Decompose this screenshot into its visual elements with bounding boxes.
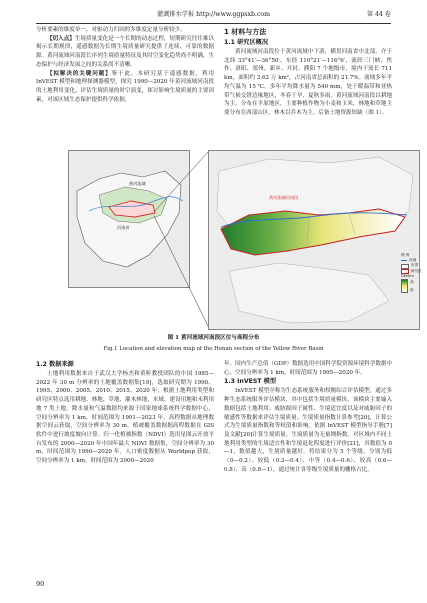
header-rule: [36, 23, 391, 24]
section-heading: 1 材料与方法: [224, 28, 267, 36]
study-area-label: 黄河流域河南段: [269, 195, 299, 200]
paragraph-text: 鉴于此，本研究基于遥感数据，利用 InVEST 模型和地理探测器模型，探究 1990—2020 年黄河流域河南段的土地利用变化，评估生境质量的时空演变，探讨影响生境质量的主要因素，对该区域生态保护提供科学依据。: [36, 70, 214, 103]
subsection-heading: 1.2 数据来源: [36, 361, 74, 368]
map-legend: [401, 253, 427, 293]
dem-color-ramp: [401, 279, 408, 293]
paragraph: [36, 70, 214, 105]
legend-item-boundary: 市界: [401, 263, 427, 268]
right-column-top: [224, 26, 392, 150]
legend-dem-label: DEM/m: [401, 273, 414, 278]
paragraph: 年。国内生产总值（GDP）数据选用中国科学院资源环境科学数据中心，空间分辨率为 1 km，时间范围为 1995—2020 年。: [224, 361, 392, 376]
running-header: [36, 9, 391, 21]
elevation-map-graphic: [209, 151, 419, 329]
dem-low-label: 低: [410, 288, 414, 293]
legend-title: 图 例: [401, 253, 410, 257]
river-swatch: [401, 260, 407, 261]
figure-caption-en: Fig.1 Location and elevation map of the Henan section of the Yellow River Basin: [103, 346, 324, 352]
paragraph-text: 生境质量变化是一个长期的动态过程，短期研究往往难以揭示长期规律，遥感数据为长期生境质量研究提供了连续、可靠的数据源。黄河流域河南段长序列生境质量特征及其时空变化趋势尚不明确，生态保护与经济发展之间的关系尚不清晰。: [36, 35, 214, 68]
subsection-heading: 1.1 研究区概况: [224, 39, 269, 46]
figure-caption-cn: 图 1 黄河流域河南段区位与高程分布: [167, 335, 260, 341]
paragraph: 黄河流域河南段位于黄河流域中下游，横贯河南省中北部，介于北纬 33°41′—36°50′、东经 110°21′—116°6′，流经三门峡、焦作、洛阳、郑州、新乡、开封、濮阳 7 个地级市，境内干流长 711 km，面积约 3.62 万 km²，占河南省总面积的 21.7%。流域多年平均气温为 15 ℃，多年平均降水量为 540 mm，处于暖温带和亚热带气候交错边缘地区，冬春干旱，夏秋多雨。黄河流域河南段以耕地为主，分布在平原地区，主要种植作物为小麦和玉米，林地和草地主要分布在西部山区，林木以乔木为主。后备土地资源短缺（图 1）。: [224, 49, 392, 117]
dem-high-label: 高: [410, 280, 414, 285]
main-map: [208, 150, 420, 330]
inset-basin-label: 黄河流域: [129, 181, 146, 186]
legend-item-study-area: 研究区: [401, 269, 427, 274]
left-column-top: [36, 26, 214, 150]
study-area-swatch: [401, 269, 409, 274]
paragraph: 分析要素的维度单一，对驱动力归因的多维度定量分析较少。: [36, 27, 186, 33]
legend-dem-scale: [401, 279, 427, 293]
paragraph: 土地利用数据来自于武汉大学杨杰和黄昕教授团队的中国 1985—2022 年 30 m 分辨率的土地覆盖数据集[19]，选取研究期为 1990、1995、2000、2005、2010、2015、2020 年；根据土地利用类型和研究区特点选用耕地、林地、草地、灌木林地、水域、建设用地和未利用地 7 类土地。降水量和气温数据均来源于国家地球系统科学数据中心，空间分辨率为 1 km，时间范围为 1901—2023 年。高程数据从地理数据空间云获取，空间分辨率为 30 m。植被覆盖数据据高程数据在 GIS 软件中进行坡度坡向计算。归一化植被指数（NDVI）选用星图云开放平台发布的 2000—2020 年中国年最大 NDVI 数据集，空间分辨率为 30 m，时间范围为 1990—2020 年。人口密度数据从 Worldpop 获取，空间分辨率为 1 km，时间范围为 2000—2020: [36, 371, 214, 465]
figure-1: [68, 150, 422, 328]
legend-item-river: 河流: [401, 258, 427, 263]
paragraph-label: 【切入点】: [47, 35, 75, 42]
right-column-bottom: [224, 360, 392, 574]
volume-label: 第 44 卷: [366, 11, 391, 18]
paragraph: InVEST 模型全称为生态系统服务和权衡综合评估模型，通过多种生态系统服务评估模块，其中包括生境质量模块，该模块主要输入数据包括土地利用、威胁源因子属性、生境适宜度以及对威胁因子的敏感性等数据来评估生境质量。生境质量指数计算参考[20]，计算公式为生境质量指数和等权值和影响。依据 InVEST 模型指导手册[7]及文献[20]计算生境质量。生境质量为无量纲指数，对区域内不同土地利用类型的生境适宜性和生境退化程度进行评价[21]，其数值为 0—1，数值越大，生境质量越好。将结果分为 5 个等级，分别为低（0—0.2）、较低（0.2—0.4）、中等（0.4—0.6）、较高（0.6—0.8）、高（0.8—1），通过统计各等级生境质量的栅格占比。: [224, 388, 392, 473]
journal-name: 灌溉排水学报 http://www.ggpsxb.com: [157, 11, 270, 18]
left-column-bottom: [36, 360, 214, 574]
inset-province-label: 河南省: [117, 225, 130, 230]
subsection-heading: 1.3 InVEST 模型: [224, 378, 277, 386]
paragraph-label: 【拟解决的关键问题】: [47, 70, 112, 77]
paragraph: [36, 35, 214, 70]
page-number: 90: [36, 580, 45, 588]
